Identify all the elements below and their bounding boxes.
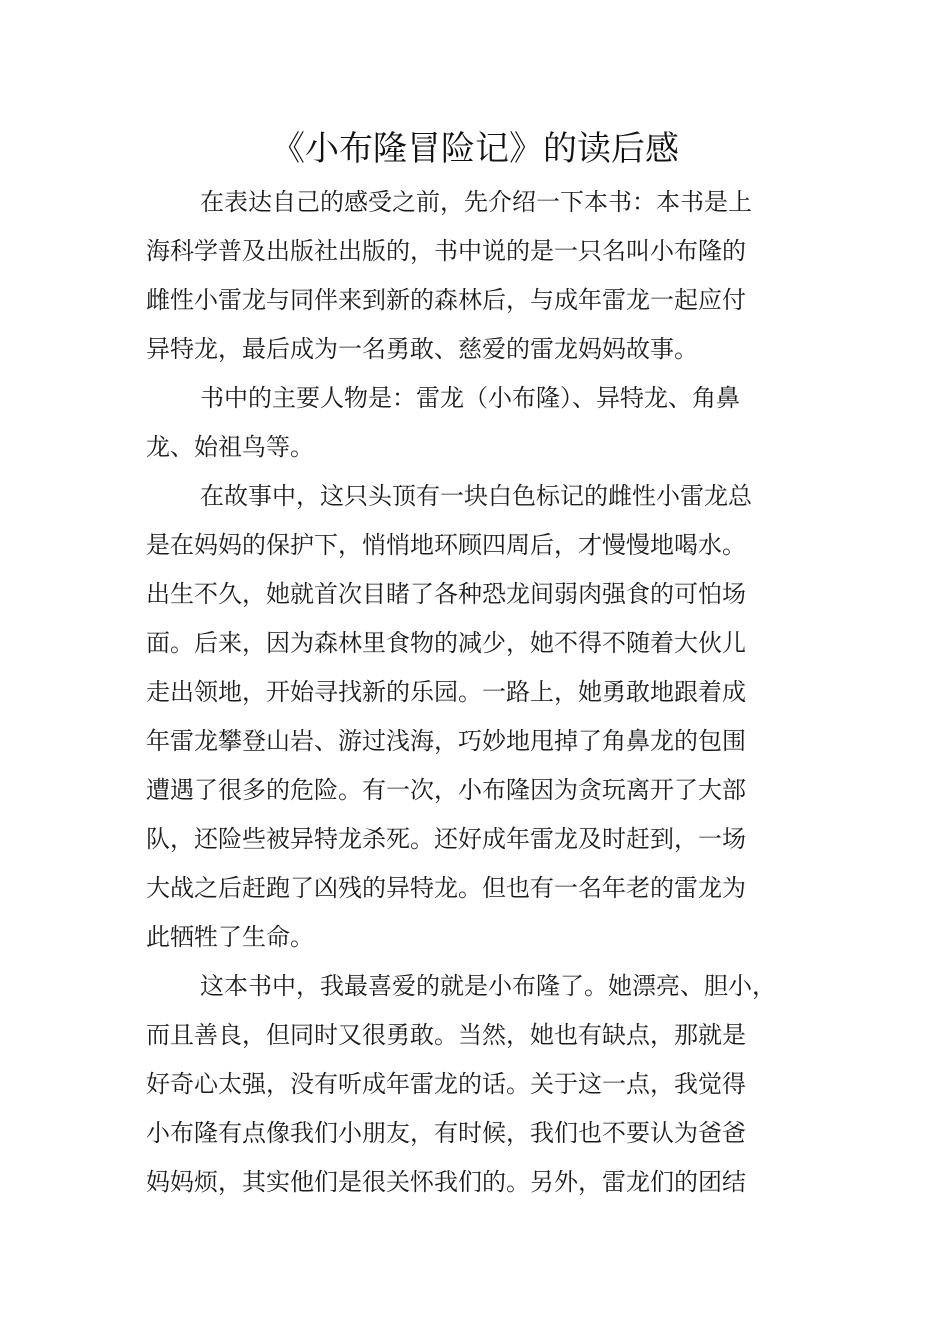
document-body <box>146 178 810 1207</box>
paragraph-3-line-1: 在故事中，这只头顶有一块白色标记的雌性小雷龙总 <box>200 482 752 510</box>
paragraph-1-line-2: 海科学普及出版社出版的，书中说的是一只名叫小布隆的 <box>146 237 746 265</box>
paragraph-3-line-10: 此牺牲了生命。 <box>146 923 314 951</box>
paragraph-4-line-3: 好奇心太强，没有听成年雷龙的话。关于这一点，我觉得 <box>146 1070 746 1098</box>
paragraph-3-line-8: 队，还险些被异特龙杀死。还好成年雷龙及时赶到，一场 <box>146 825 746 853</box>
paragraph-3-line-5: 走出领地，开始寻找新的乐园。一路上，她勇敢地跟着成 <box>146 678 746 706</box>
paragraph-1-line-3: 雌性小雷龙与同伴来到新的森林后，与成年雷龙一起应付 <box>146 286 746 314</box>
paragraph-4-line-5: 妈妈烦，其实他们是很关怀我们的。另外，雷龙们的团结 <box>146 1168 746 1196</box>
paragraph-2-line-2: 龙、始祖鸟等。 <box>146 433 314 461</box>
paragraph-3-line-6: 年雷龙攀登山岩、游过浅海，巧妙地甩掉了角鼻龙的包围 <box>146 727 746 755</box>
paragraph-4-line-4: 小布隆有点像我们小朋友，有时候，我们也不要认为爸爸 <box>146 1119 746 1147</box>
paragraph-3-line-9: 大战之后赶跑了凶残的异特龙。但也有一名年老的雷龙为 <box>146 874 746 902</box>
paragraph-3-line-7: 遭遇了很多的危险。有一次，小布隆因为贪玩离开了大部 <box>146 776 746 804</box>
document-title: 《小布隆冒险记》的读后感 <box>271 129 679 169</box>
paragraph-3-line-2: 是在妈妈的保护下，悄悄地环顾四周后，才慢慢地喝水。 <box>146 531 746 559</box>
paragraph-3-line-4: 面。后来，因为森林里食物的减少，她不得不随着大伙儿 <box>146 629 746 657</box>
paragraph-1-line-4: 异特龙，最后成为一名勇敢、慈爱的雷龙妈妈故事。 <box>146 335 698 363</box>
paragraph-1-line-1: 在表达自己的感受之前，先介绍一下本书：本书是上 <box>200 188 752 216</box>
paragraph-2-line-1: 书中的主要人物是：雷龙（小布隆）、异特龙、角鼻 <box>200 384 740 412</box>
paragraph-3-line-3: 出生不久，她就首次目睹了各种恐龙间弱肉强食的可怕场 <box>146 580 746 608</box>
paragraph-4-line-1: 这本书中，我最喜爱的就是小布隆了。她漂亮、胆小， <box>200 972 776 1000</box>
paragraph-4-line-2: 而且善良，但同时又很勇敢。当然，她也有缺点，那就是 <box>146 1021 746 1049</box>
